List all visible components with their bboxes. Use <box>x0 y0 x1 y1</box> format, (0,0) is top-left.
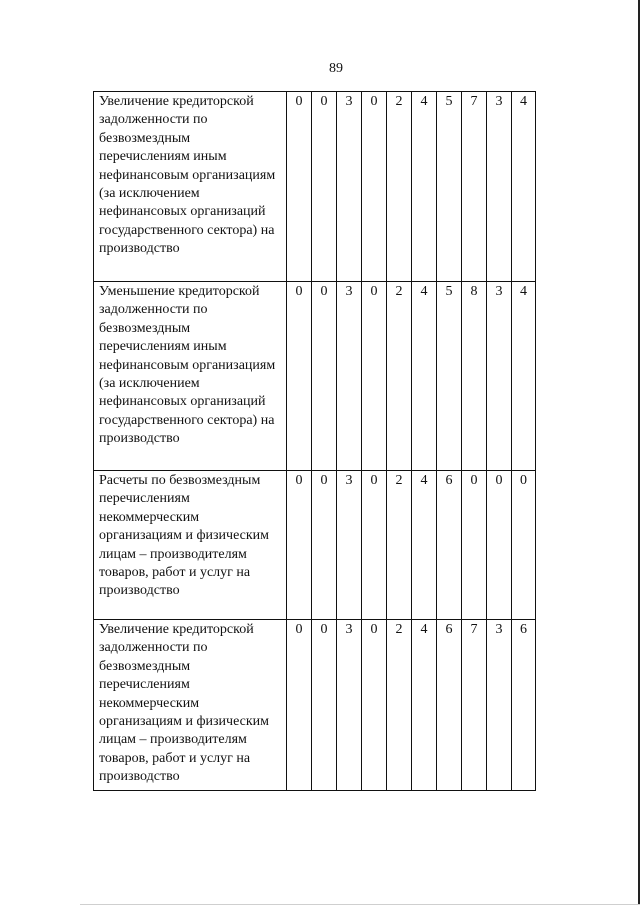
code-digit: 0 <box>312 282 337 471</box>
row-label: Расчеты по безвозмездным перечислениям некоммерческим организациям и физическим лицам – производителям товаров, работ и услуг на производство <box>94 471 287 620</box>
code-digit: 0 <box>287 471 312 620</box>
row-label: Уменьшение кредиторской задолженности по безвозмездным перечислениям иным нефинансовым организациям (за исключением нефинансовых организаций государственного сектора) на производство <box>94 282 287 471</box>
row-label: Увеличение кредиторской задолженности по безвозмездным перечислениям некоммерческим организациям и физическим лицам – производителям товаров, работ и услуг на производство <box>94 620 287 791</box>
code-digit: 3 <box>337 92 362 282</box>
code-digit: 4 <box>412 92 437 282</box>
code-digit: 0 <box>362 471 387 620</box>
code-digit: 4 <box>512 282 536 471</box>
row-label: Увеличение кредиторской задолженности по безвозмездным перечислениям иным нефинансовым организациям (за исключением нефинансовых организаций государственного сектора) на производство <box>94 92 287 282</box>
code-digit: 4 <box>412 620 437 791</box>
code-digit: 0 <box>312 92 337 282</box>
code-digit: 4 <box>412 282 437 471</box>
code-digit: 7 <box>462 620 487 791</box>
table-row <box>94 471 536 620</box>
code-digit: 5 <box>437 282 462 471</box>
code-digit: 2 <box>387 92 412 282</box>
accounts-table <box>93 91 536 791</box>
table-row <box>94 620 536 791</box>
code-digit: 7 <box>462 92 487 282</box>
code-digit: 6 <box>512 620 536 791</box>
code-digit: 3 <box>487 92 512 282</box>
code-digit: 2 <box>387 282 412 471</box>
code-digit: 3 <box>337 282 362 471</box>
code-digit: 8 <box>462 282 487 471</box>
code-digit: 2 <box>387 471 412 620</box>
code-digit: 3 <box>337 620 362 791</box>
code-digit: 0 <box>287 620 312 791</box>
page-number: 89 <box>329 61 343 76</box>
code-digit: 0 <box>362 282 387 471</box>
code-digit: 0 <box>362 620 387 791</box>
code-digit: 6 <box>437 620 462 791</box>
table-row <box>94 282 536 471</box>
table-row <box>94 92 536 282</box>
code-digit: 0 <box>487 471 512 620</box>
code-digit: 0 <box>312 620 337 791</box>
code-digit: 4 <box>412 471 437 620</box>
code-digit: 0 <box>362 92 387 282</box>
code-digit: 5 <box>437 92 462 282</box>
code-digit: 2 <box>387 620 412 791</box>
code-digit: 3 <box>487 620 512 791</box>
code-digit: 3 <box>487 282 512 471</box>
code-digit: 3 <box>337 471 362 620</box>
code-digit: 4 <box>512 92 536 282</box>
code-digit: 0 <box>287 282 312 471</box>
code-digit: 0 <box>312 471 337 620</box>
code-digit: 0 <box>287 92 312 282</box>
code-digit: 0 <box>512 471 536 620</box>
code-digit: 0 <box>462 471 487 620</box>
code-digit: 6 <box>437 471 462 620</box>
